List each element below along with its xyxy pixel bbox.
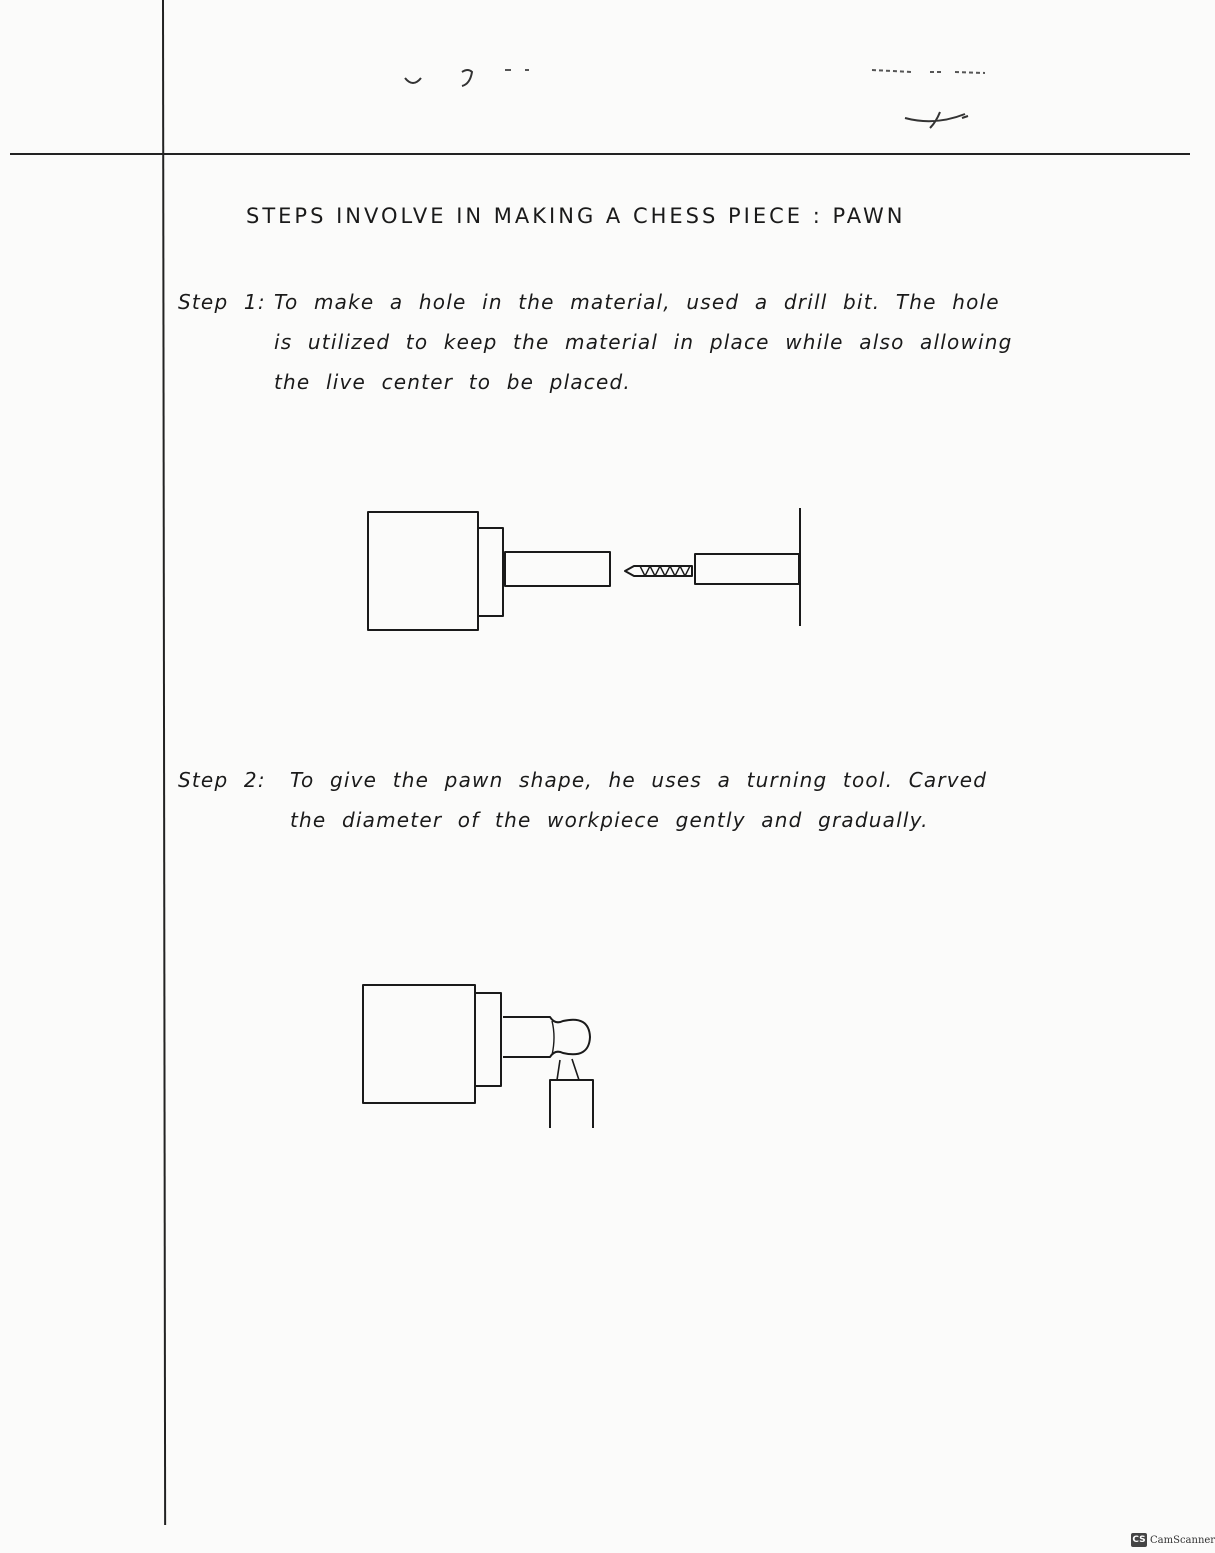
camscanner-label: CamScanner xyxy=(1150,1534,1215,1546)
chuck-jaw xyxy=(478,528,503,616)
turning-tool-tip xyxy=(557,1059,579,1080)
step-2-line: To give the pawn shape, he uses a turning tool. Carved xyxy=(290,768,988,792)
chuck-jaw xyxy=(475,993,501,1086)
page-title: STEPS INVOLVE IN MAKING A CHESS PIECE : PAWN xyxy=(246,204,906,228)
pawn-workpiece xyxy=(503,1017,590,1057)
camscanner-logo-icon: CS xyxy=(1132,1535,1146,1545)
step-2-drawing xyxy=(355,975,615,1145)
chuck-body xyxy=(363,985,475,1103)
step-2-label: Step 2: xyxy=(178,768,266,792)
step-1-line: the live center to be placed. xyxy=(274,370,631,394)
step-1-line: To make a hole in the material, used a drill bit. The hole xyxy=(274,290,1000,314)
step-2-line: the diameter of the workpiece gently and gradually. xyxy=(290,808,929,832)
tailstock-quill xyxy=(695,554,799,584)
step-1-line: is utilized to keep the material in place while also allowing xyxy=(274,330,1013,354)
step-2-text xyxy=(290,760,987,840)
drill-flutes xyxy=(640,566,690,576)
header-handwriting-fragments xyxy=(0,0,1200,150)
turning-tool-body xyxy=(550,1080,593,1128)
pawn-neck xyxy=(552,1021,554,1055)
margin-line xyxy=(162,0,166,1525)
header-line xyxy=(10,153,1190,155)
chuck-body xyxy=(368,512,478,630)
camscanner-watermark xyxy=(1131,1532,1215,1548)
step-1-drawing xyxy=(360,500,820,640)
workpiece xyxy=(505,552,610,586)
step-1-label: Step 1: xyxy=(178,290,266,314)
step-1-text xyxy=(274,282,1013,402)
